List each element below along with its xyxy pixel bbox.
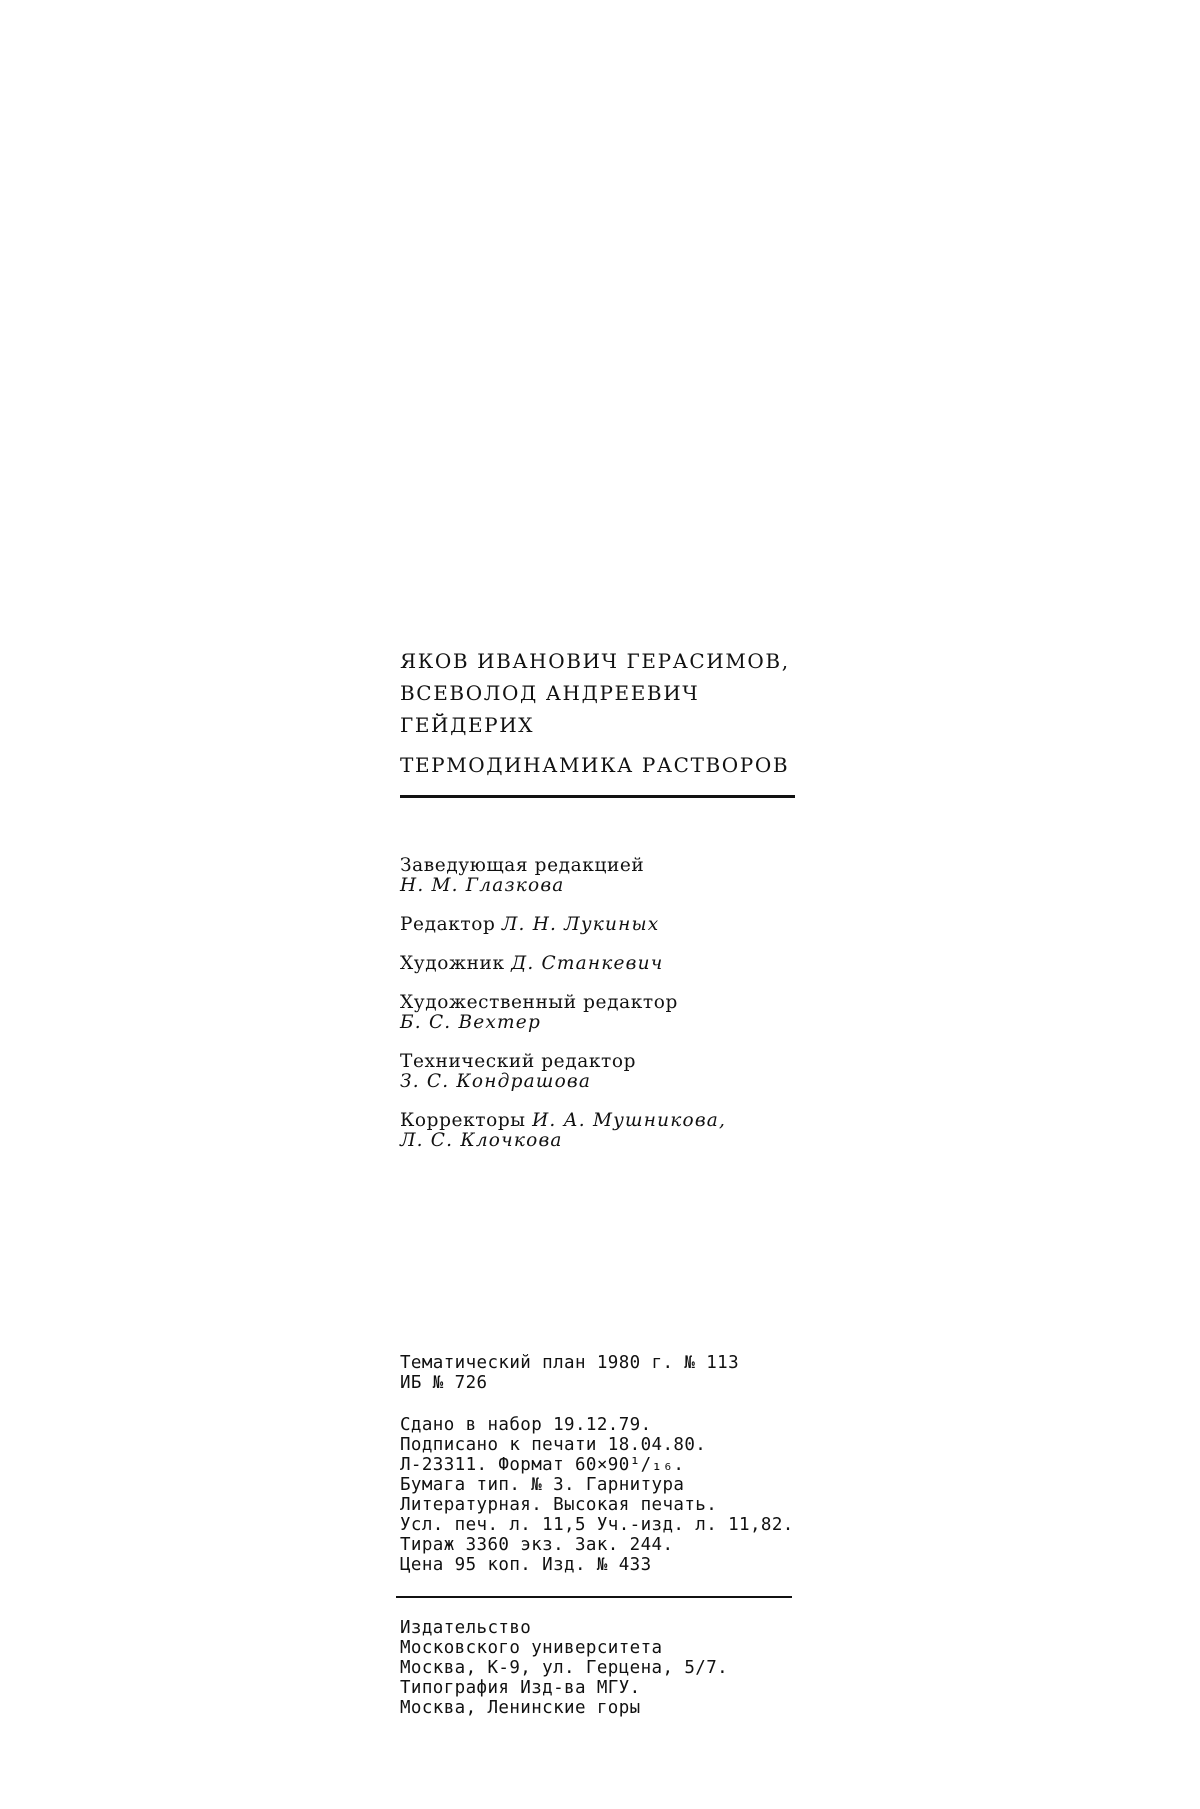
credit-name: Б. С. Вехтер: [400, 1012, 541, 1033]
credit-role: Технический редактор: [400, 1051, 637, 1072]
imprint-plan: Тематический план 1980 г. № 113: [400, 1353, 740, 1373]
imprint-paper: Бумага тип. № 3. Гарнитура: [400, 1475, 685, 1495]
imprint-print-run: Тираж 3360 экз. Зак. 244.: [400, 1535, 674, 1555]
publisher-address: Москва, К-9, ул. Герцена, 5/7.: [400, 1658, 729, 1678]
title-block: [400, 645, 800, 798]
credit-name: Л. Н. Лукиных: [501, 914, 660, 935]
book-title: ТЕРМОДИНАМИКА РАСТВОРОВ: [400, 753, 790, 777]
credit-art-editor: [400, 993, 800, 1033]
credit-name: Л. С. Клочкова: [400, 1130, 563, 1151]
imprint-typeface: Литературная. Высокая печать.: [400, 1495, 718, 1515]
printing-house: Типография Изд-ва МГУ.: [400, 1678, 641, 1698]
imprint-sheets: Усл. печ. л. 11,5 Уч.-изд. л. 11,82.: [400, 1515, 794, 1535]
imprint-ib: ИБ № 726: [400, 1373, 488, 1393]
credit-role: Корректоры: [400, 1110, 526, 1131]
credit-role: Художественный редактор: [400, 992, 678, 1013]
credit-name: З. С. Кондрашова: [400, 1071, 592, 1092]
publisher-line: Издательство: [400, 1618, 532, 1638]
credit-name: Н. М. Глазкова: [400, 875, 565, 896]
author-line: ЯКОВ ИВАНОВИЧ ГЕРАСИМОВ,: [400, 649, 790, 673]
publisher-line: Московского университета: [400, 1638, 663, 1658]
credit-name: И. А. Мушникова,: [532, 1110, 727, 1131]
credit-name: Д. Станкевич: [511, 953, 664, 974]
imprint-format: Л-23311. Формат 60×90¹/₁₆.: [400, 1455, 685, 1475]
imprint-typeset-date: Сдано в набор 19.12.79.: [400, 1415, 652, 1435]
credit-role: Художник: [400, 953, 505, 974]
publisher-info: [400, 1618, 800, 1718]
credit-proofreaders: [400, 1111, 800, 1151]
credit-role: Заведующая редакцией: [400, 855, 645, 876]
staff-credits: [400, 856, 800, 1170]
imprint-divider: [396, 1596, 792, 1598]
credit-editor: [400, 915, 800, 935]
imprint-price: Цена 95 коп. Изд. № 433: [400, 1555, 652, 1575]
title-divider: [400, 795, 795, 798]
printing-house-address: Москва, Ленинские горы: [400, 1698, 641, 1718]
credit-role: Редактор: [400, 914, 496, 935]
credit-artist: [400, 954, 800, 974]
credit-tech-editor: [400, 1052, 800, 1092]
imprint-signed-date: Подписано к печати 18.04.80.: [400, 1435, 707, 1455]
author-line: ГЕЙДЕРИХ: [400, 713, 535, 737]
credit-managing-editor: [400, 856, 800, 896]
author-line: ВСЕВОЛОД АНДРЕЕВИЧ: [400, 681, 700, 705]
imprint-details: [400, 1353, 800, 1575]
